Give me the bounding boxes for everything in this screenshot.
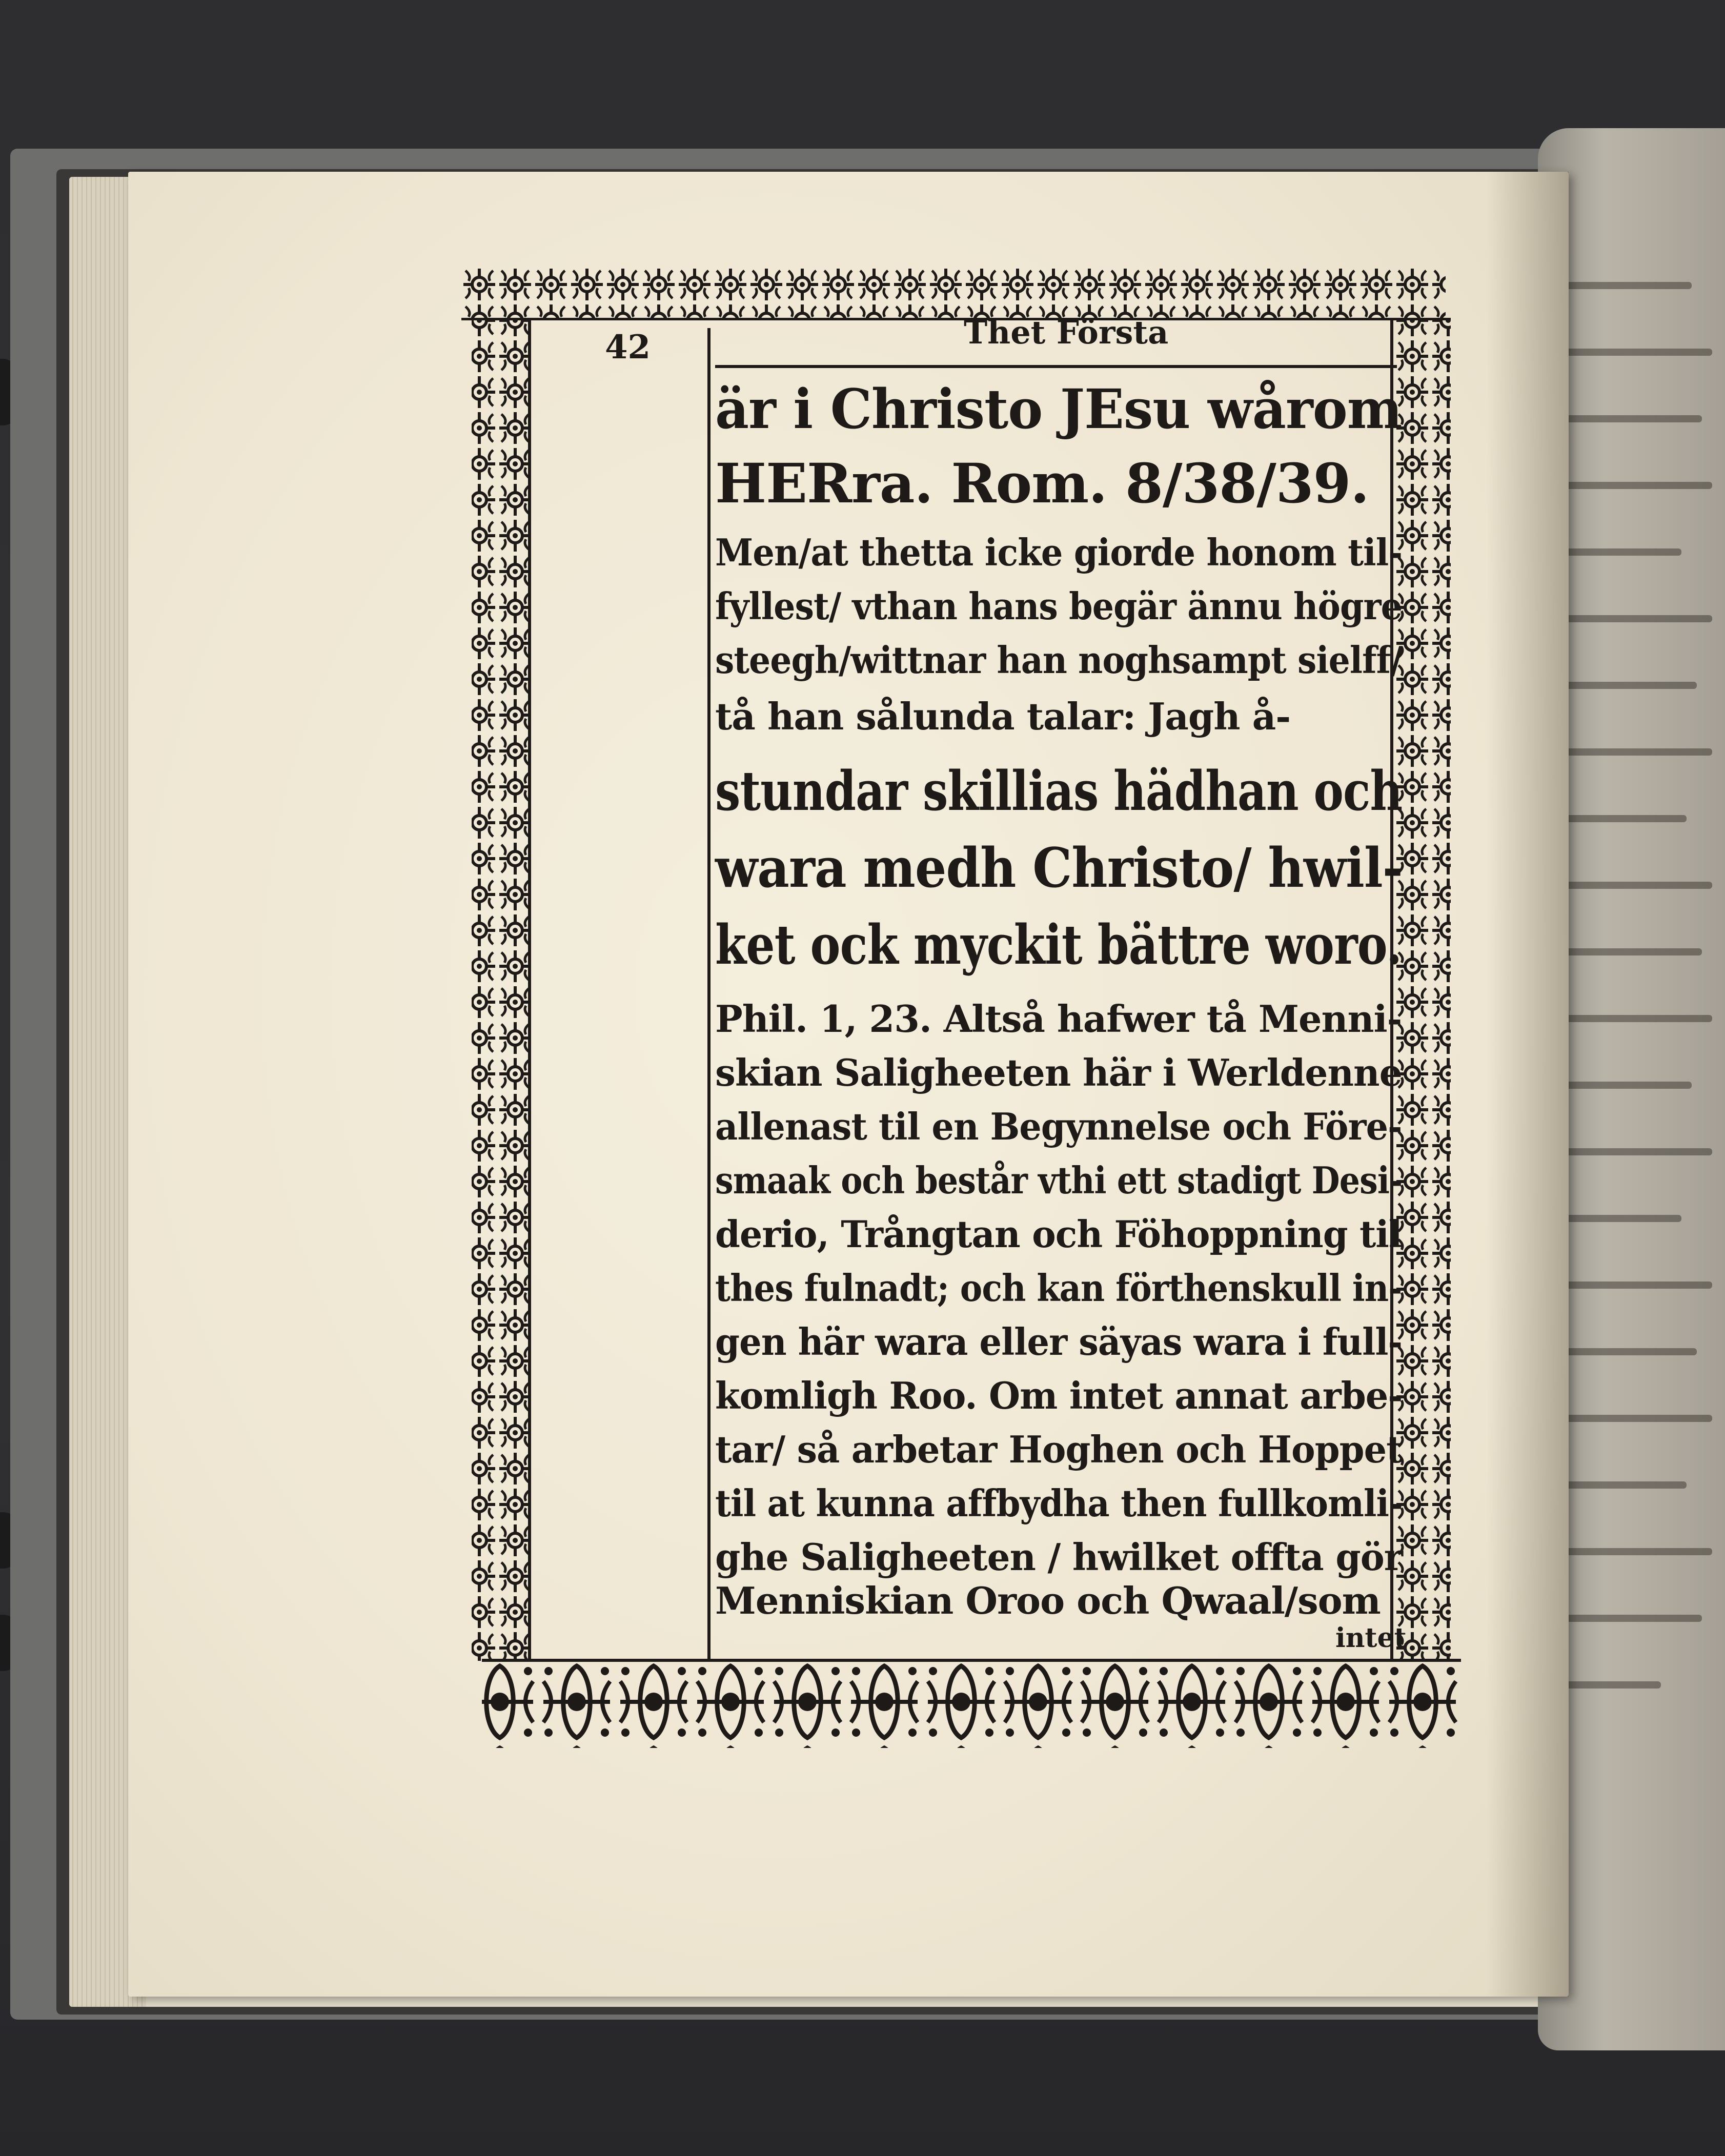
text-line: thes fulnadt; och kan förthenskull in- (715, 1266, 1402, 1310)
text-line: fyllest/ vthan hans begär ännu högre (715, 584, 1403, 628)
text-line: komligh Roo. Om intet annat arbe- (715, 1374, 1403, 1417)
text-line: Men/at thetta icke giorde honom til- (715, 531, 1403, 574)
text-line: skian Saligheeten här i Werldenne (715, 1051, 1402, 1094)
text-line: smaak och består vthi ett stadigt Desi- (715, 1158, 1403, 1202)
text-line: ghe Saligheeten / hwilket offta gör (715, 1535, 1403, 1579)
text-line: derio, Trångtan och Föhoppning til (715, 1212, 1402, 1256)
text-line: gen här wara eller säyas wara i full- (715, 1320, 1402, 1364)
text-line: til at kunna affbydha then fullkomli- (715, 1481, 1403, 1525)
text-line: ket ock myckit bättre woro. (715, 912, 1402, 977)
text-line: steegh/wittnar han noghsampt sielff/ (715, 638, 1403, 682)
catchword: intet (1335, 1622, 1407, 1654)
text-line: är i Christo JEsu wårom (715, 377, 1402, 441)
running-head: Thet Första (964, 314, 1169, 351)
text-line: HERra. Rom. 8/38/39. (715, 451, 1369, 515)
column-rule (707, 328, 711, 1661)
text-line: Menniskian Oroo och Qwaal/som (715, 1579, 1381, 1622)
gutter-shadow (1487, 172, 1569, 1997)
text-line: wara medh Christo/ hwil- (715, 836, 1403, 900)
text-line: tar/ så arbetar Hoghen och Hoppet (715, 1428, 1403, 1471)
page-number: 42 (605, 328, 651, 367)
text-line: Phil. 1, 23. Altså hafwer tå Menni- (715, 997, 1402, 1041)
text-line: allenast til en Begynnelse och Före- (715, 1105, 1402, 1148)
text-line: tå han sålunda talar: Jagh å- (715, 695, 1291, 738)
text-line: stundar skillias hädhan och (715, 759, 1403, 823)
head-rule (715, 365, 1397, 368)
